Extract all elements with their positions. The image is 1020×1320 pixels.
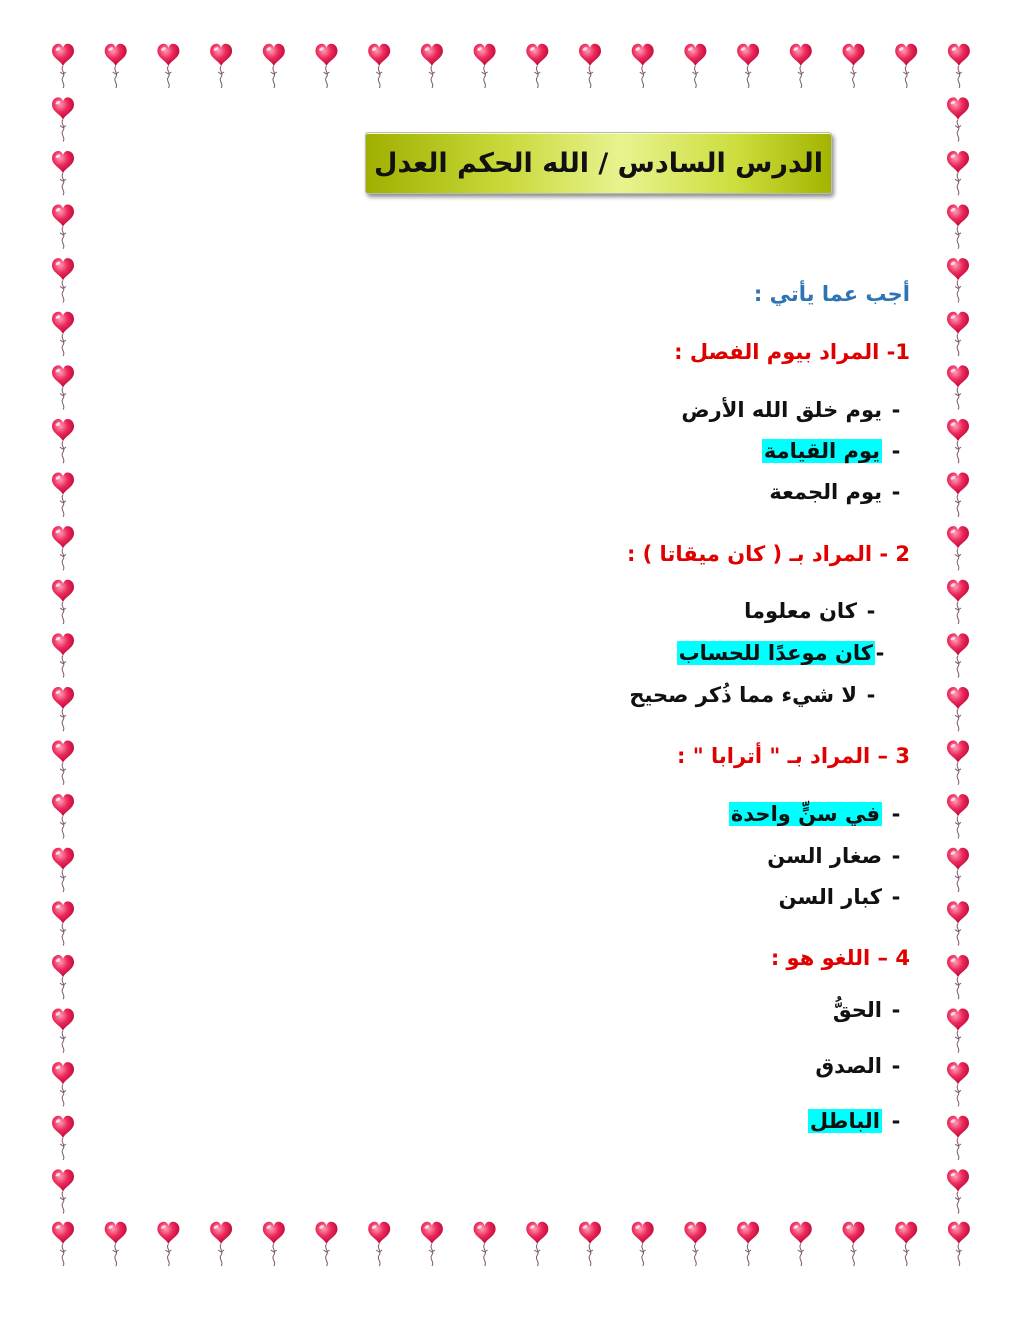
heart-balloon-icon (421, 44, 443, 88)
heart-balloon-icon (895, 1222, 917, 1266)
heart-balloon-icon (947, 97, 969, 141)
option-text: يوم القيامة (763, 439, 880, 463)
heart-balloon-icon (157, 1222, 179, 1266)
heart-balloon-icon (52, 741, 74, 785)
option-text: كان موعدًا للحساب (678, 641, 873, 665)
option-text: كان معلوما (744, 599, 857, 623)
heart-balloon-icon (52, 633, 74, 677)
heart-balloon-icon (947, 1169, 969, 1213)
option-text: يوم خلق الله الأرض (681, 398, 882, 422)
question-2-option-3 (629, 683, 885, 707)
heart-balloon-icon (579, 44, 601, 88)
dash-bullet: - (891, 1054, 901, 1078)
heart-balloon-icon (947, 848, 969, 892)
heart-balloon-icon (526, 44, 548, 88)
option-text: يوم الجمعة (769, 480, 882, 504)
heart-balloon-icon (52, 151, 74, 195)
heart-balloon-icon (52, 205, 74, 249)
heart-balloon-icon (947, 955, 969, 999)
dash-bullet: - (891, 885, 901, 909)
instruction: أجب عما يأتي : (753, 282, 910, 306)
question-3-option-1 (729, 802, 910, 826)
option-text: لا شيء مما ذُكر صحيح (629, 683, 857, 707)
option-text: في سنٍّ واحدة (730, 802, 880, 826)
heart-balloon-icon (843, 44, 865, 88)
heart-balloon-icon (368, 1222, 390, 1266)
question-4-prompt: 4 – اللغو هو : (770, 946, 910, 970)
dash-bullet: - (891, 802, 901, 826)
heart-balloon-icon (632, 1222, 654, 1266)
option-text: صغار السن (767, 844, 882, 868)
question-1-prompt: 1- المراد بيوم الفصل : (674, 340, 910, 364)
heart-balloon-icon (947, 151, 969, 195)
dash-bullet: - (866, 599, 876, 623)
heart-balloon-icon (526, 1222, 548, 1266)
heart-balloon-icon (105, 44, 127, 88)
heart-balloon-icon (52, 794, 74, 838)
heart-balloon-icon (947, 901, 969, 945)
question-2-prompt: 2 - المراد بـ ( كان ميقاتا ) : (626, 542, 910, 566)
dash-bullet: - (875, 641, 885, 665)
dash-bullet: - (891, 480, 901, 504)
heart-balloon-icon (947, 473, 969, 517)
heart-balloon-icon (210, 44, 232, 88)
heart-balloon-icon (684, 44, 706, 88)
heart-balloon-icon (947, 419, 969, 463)
option-text: الحقُّ (832, 998, 882, 1022)
heart-balloon-icon (579, 1222, 601, 1266)
heart-balloon-icon (52, 526, 74, 570)
heart-balloon-icon (947, 580, 969, 624)
heart-balloon-icon (52, 419, 74, 463)
heart-balloon-icon (947, 312, 969, 356)
heart-balloon-icon (947, 1062, 969, 1106)
heart-balloon-icon (947, 526, 969, 570)
heart-balloon-icon (947, 741, 969, 785)
heart-balloon-icon (263, 1222, 285, 1266)
question-4-option-3 (808, 1109, 910, 1133)
question-1-option-3 (769, 480, 910, 504)
heart-balloon-icon (737, 1222, 759, 1266)
heart-balloon-icon (52, 955, 74, 999)
heart-balloon-icon (52, 687, 74, 731)
heart-balloon-icon (210, 1222, 232, 1266)
heart-balloon-icon (632, 44, 654, 88)
dash-bullet: - (891, 1109, 901, 1133)
dash-bullet: - (866, 683, 876, 707)
heart-balloon-icon (947, 205, 969, 249)
heart-balloon-icon (52, 1116, 74, 1160)
question-4-option-2 (815, 1054, 910, 1078)
heart-balloon-icon (948, 44, 970, 88)
heart-balloon-icon (948, 1222, 970, 1266)
heart-balloon-icon (157, 44, 179, 88)
heart-balloon-icon (947, 365, 969, 409)
heart-balloon-icon (895, 44, 917, 88)
heart-balloon-icon (52, 473, 74, 517)
heart-balloon-icon (947, 794, 969, 838)
dash-bullet: - (891, 439, 901, 463)
heart-balloon-icon (316, 1222, 338, 1266)
heart-balloon-icon (737, 44, 759, 88)
heart-balloon-icon (421, 1222, 443, 1266)
question-2-option-2 (677, 641, 885, 665)
heart-balloon-icon (52, 1062, 74, 1106)
heart-balloon-icon (52, 1009, 74, 1053)
heart-balloon-icon (52, 1169, 74, 1213)
heart-balloon-icon (316, 44, 338, 88)
heart-balloon-icon (947, 1116, 969, 1160)
heart-balloon-icon (52, 312, 74, 356)
heart-balloon-icon (474, 44, 496, 88)
heart-balloon-icon (947, 687, 969, 731)
dash-bullet: - (891, 398, 901, 422)
heart-balloon-icon (52, 901, 74, 945)
question-4-option-1 (833, 998, 910, 1022)
heart-balloon-icon (790, 44, 812, 88)
heart-balloon-icon (52, 258, 74, 302)
option-text: كبار السن (778, 885, 882, 909)
heart-balloon-icon (947, 258, 969, 302)
heart-balloon-icon (52, 97, 74, 141)
heart-balloon-icon (52, 365, 74, 409)
heart-balloon-icon (684, 1222, 706, 1266)
heart-balloon-icon (52, 44, 74, 88)
question-1-option-1 (681, 398, 910, 422)
question-3-prompt: 3 – المراد بـ " أترابا " : (677, 744, 910, 768)
lesson-title-box (365, 132, 832, 194)
dash-bullet: - (891, 844, 901, 868)
lesson-title: الدرس السادس / الله الحكم العدل (374, 147, 823, 179)
question-2-option-1 (744, 599, 885, 623)
heart-balloon-icon (263, 44, 285, 88)
heart-balloon-icon (947, 1009, 969, 1053)
option-text: الصدق (815, 1054, 882, 1078)
heart-balloon-icon (105, 1222, 127, 1266)
option-text: الباطل (809, 1109, 880, 1133)
heart-balloon-icon (52, 580, 74, 624)
question-1-option-2 (762, 439, 910, 463)
heart-balloon-icon (474, 1222, 496, 1266)
heart-balloon-icon (368, 44, 390, 88)
question-3-option-2 (767, 844, 910, 868)
heart-balloon-icon (843, 1222, 865, 1266)
heart-balloon-icon (52, 1222, 74, 1266)
heart-balloon-icon (790, 1222, 812, 1266)
heart-balloon-icon (52, 848, 74, 892)
heart-balloon-icon (947, 633, 969, 677)
question-3-option-3 (779, 885, 910, 909)
dash-bullet: - (891, 998, 901, 1022)
